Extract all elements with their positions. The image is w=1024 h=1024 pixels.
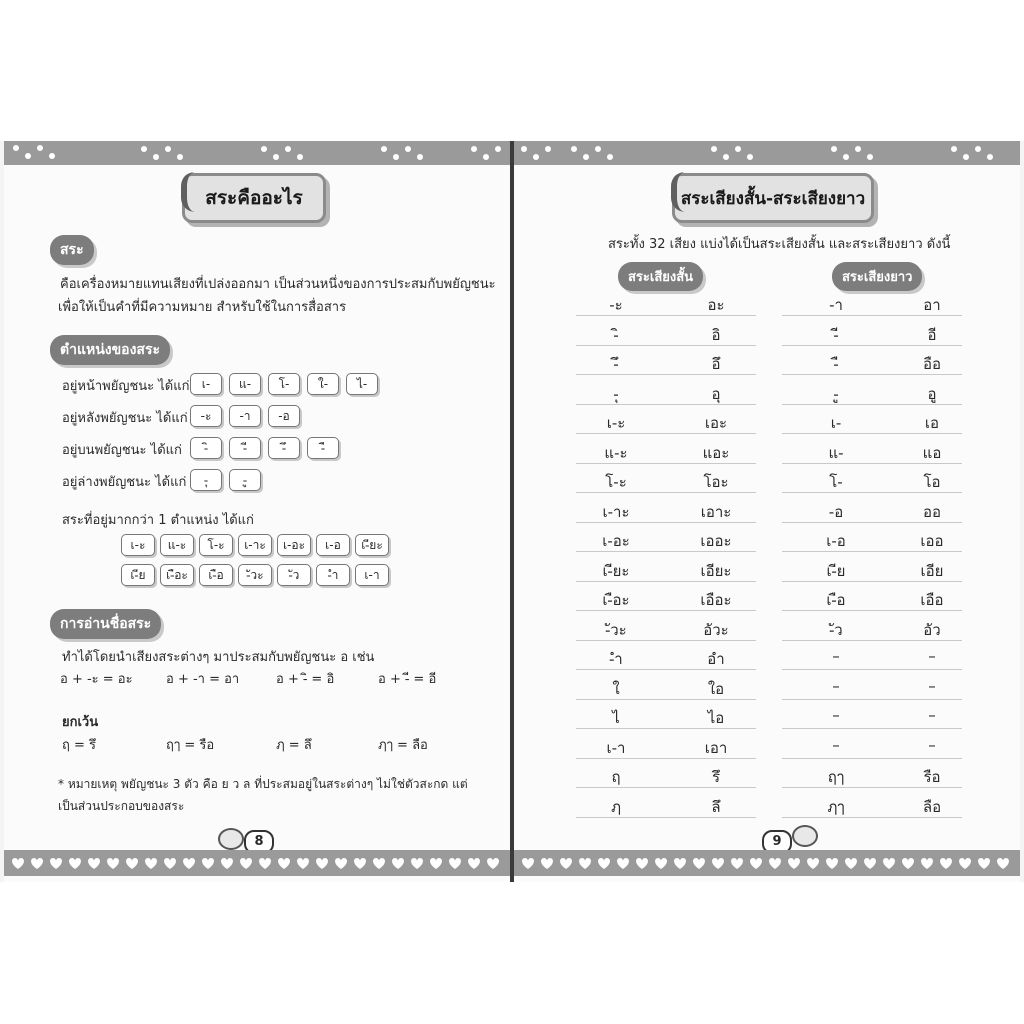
vowel-box: ใ- (307, 373, 339, 395)
heart-icon (693, 858, 705, 869)
long-vowel-name: – (928, 735, 936, 754)
long-vowel-form: เ-อ (826, 532, 846, 550)
vowel-box: แ- (229, 373, 261, 395)
long-vowel-name: – (928, 706, 936, 724)
long-vowel-form: -า (829, 296, 843, 314)
short-vowel-form: -ะ (609, 296, 623, 314)
heart-icon (978, 858, 990, 869)
row-rule (576, 345, 756, 346)
row-rule (576, 463, 756, 464)
row-rule (576, 492, 756, 493)
position-row-label: อยู่หน้าพยัญชนะ ได้แก่ (62, 379, 190, 394)
title-box-arc (181, 172, 207, 212)
row-rule (782, 787, 962, 788)
heart-icon (373, 858, 385, 869)
short-vowel-form: -ัวะ (605, 620, 627, 639)
heart-icon (655, 858, 667, 869)
example-4: อ + -ี = อี (378, 672, 437, 687)
vowel-box: -ิ (190, 437, 222, 459)
short-vowel-name: เอือะ (700, 591, 732, 609)
multi-position-label: สระที่อยู่มากกว่า 1 ตำแหน่ง ได้แก่ (62, 513, 254, 528)
heart-icon (240, 858, 252, 869)
vowel-box: -ู (229, 469, 261, 491)
multi-vowel-box: เ-าะ (238, 534, 272, 556)
long-vowel-form: – (832, 647, 840, 665)
row-rule (782, 699, 962, 700)
long-vowel-name: เอีย (920, 561, 944, 580)
example-1: อ + -ะ = อะ (60, 672, 133, 687)
position-row-label: อยู่ล่างพยัญชนะ ได้แก่ (62, 475, 187, 490)
multi-vowel-box: -ัว (277, 564, 311, 586)
row-rule (782, 315, 962, 316)
row-rule (576, 728, 756, 729)
long-vowel-form: -ู (833, 384, 839, 403)
heart-icon (674, 858, 686, 869)
heart-icon (278, 858, 290, 869)
heart-icon (788, 858, 800, 869)
short-vowel-name: เอา (704, 738, 728, 757)
top-decorative-band (514, 141, 1020, 165)
vowel-box: -อ (268, 405, 300, 427)
heart-icon (598, 858, 610, 869)
row-rule (576, 551, 756, 552)
long-vowel-name: เอ (924, 414, 940, 432)
heart-icon (31, 858, 43, 869)
page-number: 9 (762, 830, 792, 854)
heart-icon (959, 858, 971, 869)
bottom-decorative-band (514, 850, 1020, 876)
page-title: สระคืออะไร (205, 187, 303, 209)
short-vowel-form: -ึ (613, 355, 619, 373)
page-number: 8 (244, 830, 274, 854)
heart-icon (12, 858, 24, 869)
heart-icon (864, 858, 876, 869)
short-vowel-form: เ-า (606, 738, 626, 757)
short-vowel-name: ไอ (707, 709, 725, 727)
heart-icon (430, 858, 442, 869)
multi-vowel-box: เ-อะ (277, 534, 311, 556)
long-vowel-form: -อ (828, 502, 844, 521)
heart-icon (921, 858, 933, 869)
short-vowel-name: อำ (707, 650, 725, 668)
page-title-box (182, 173, 326, 223)
note-line-1: * หมายเหตุ พยัญชนะ 3 ตัว คือ ย ว ล ที่ประสมอยู่ในสระต่างๆ ไม่ใช่ตัวสะกด แต่ (58, 777, 468, 791)
row-rule (576, 315, 756, 316)
long-vowel-form: -ี (833, 325, 839, 344)
vowel-box: -า (229, 405, 261, 427)
bottom-decorative-band (4, 850, 511, 876)
page-title: สระเสียงสั้น-สระเสียงยาว (680, 188, 866, 209)
short-vowel-form: ฦ (611, 797, 621, 816)
row-rule (576, 404, 756, 405)
heart-icon (69, 858, 81, 869)
vowel-box: -ะ (190, 405, 222, 427)
row-rule (782, 345, 962, 346)
row-rule (576, 640, 756, 641)
section-heading-position: ตำแหน่งของสระ (50, 335, 170, 365)
short-vowel-name: อะ (707, 296, 725, 314)
heart-icon (826, 858, 838, 869)
heart-icon (560, 858, 572, 869)
exception-heading: ยกเว้น (62, 715, 99, 730)
position-row-label: อยู่บนพยัญชนะ ได้แก่ (62, 443, 182, 458)
long-vowel-form: ฦๅ (827, 797, 845, 816)
vowel-box: เ- (190, 373, 222, 395)
long-vowel-name: โอ (923, 473, 941, 491)
multi-vowel-box: เ-อ (316, 534, 350, 556)
short-vowel-form: โ-ะ (605, 473, 627, 491)
heart-icon (88, 858, 100, 869)
short-vowel-form: -ำ (609, 650, 623, 668)
long-vowel-name: อู (927, 384, 937, 403)
row-rule (576, 522, 756, 523)
heart-icon (449, 858, 461, 869)
heart-icon (259, 858, 271, 869)
vowel-box: ไ- (346, 373, 378, 395)
long-vowel-name: ลือ (922, 797, 942, 816)
heart-pattern (514, 850, 1020, 876)
short-vowel-form: เ-อะ (602, 532, 630, 550)
row-rule (782, 817, 962, 818)
definition-line-1: คือเครื่องหมายแทนเสียงที่เปล่งออกมา เป็นส่วนหนึ่งของการประสมกับพยัญชนะ (60, 277, 496, 292)
note-line-2: เป็นส่วนประกอบของสระ (58, 799, 185, 813)
section-heading-vowel: สระ (50, 235, 94, 265)
short-vowel-name: เอียะ (700, 561, 732, 580)
exception-3: ฦ = ลึ (276, 738, 312, 753)
short-vowel-name: เอาะ (700, 502, 732, 521)
short-vowel-form: ใ (612, 679, 620, 698)
row-rule (576, 433, 756, 434)
multi-vowel-box: แ-ะ (160, 534, 194, 556)
long-vowel-form: เ- (830, 414, 842, 432)
heart-icon (902, 858, 914, 869)
page-title-box (672, 173, 874, 223)
row-rule (782, 728, 962, 729)
vowel-box: -ึ (268, 437, 300, 459)
row-rule (782, 463, 962, 464)
long-vowel-name: อี (927, 325, 937, 344)
long-vowel-name: – (928, 676, 936, 695)
section-heading-reading: การอ่านชื่อสระ (50, 609, 161, 639)
dot-pattern (4, 141, 511, 165)
multi-vowel-box: เ-า (355, 564, 389, 586)
exception-1: ฤ = รึ (62, 738, 97, 753)
heart-icon (997, 858, 1009, 869)
short-vowel-form: ฤ (611, 768, 621, 786)
row-rule (576, 817, 756, 818)
row-rule (782, 492, 962, 493)
heart-icon (617, 858, 629, 869)
short-vowel-name: อึ (711, 355, 721, 373)
mascot-icon (218, 828, 244, 850)
row-rule (782, 758, 962, 759)
table-intro: สระทั้ง 32 เสียง แบ่งได้เป็นสระเสียงสั้น และสระเสียงยาว ดังนี้ (608, 237, 951, 252)
short-vowel-form: -ุ (613, 384, 619, 403)
heart-icon (183, 858, 195, 869)
row-rule (782, 404, 962, 405)
long-vowel-form: เ-ือ (826, 591, 846, 609)
definition-line-2: เพื่อให้เป็นคำที่มีความหมาย สำหรับใช้ในการสื่อสาร (58, 300, 347, 315)
long-vowel-header: สระเสียงยาว (832, 262, 922, 291)
short-vowel-form: แ-ะ (604, 443, 628, 462)
multi-vowel-box: -ัวะ (238, 564, 272, 586)
heart-icon (316, 858, 328, 869)
long-vowel-form: เ-ีย (826, 561, 846, 580)
heart-icon (807, 858, 819, 869)
row-rule (576, 787, 756, 788)
vowel-box: -ี (229, 437, 261, 459)
short-vowel-form: เ-าะ (602, 502, 630, 521)
multi-vowel-box: -ำ (316, 564, 350, 586)
long-vowel-name: รือ (923, 768, 941, 786)
heart-icon (487, 858, 499, 869)
short-vowel-name: เออะ (700, 532, 732, 550)
multi-vowel-box: เ-ียะ (355, 534, 389, 556)
heart-icon (411, 858, 423, 869)
multi-vowel-box: เ-ือะ (160, 564, 194, 586)
long-vowel-name: แอ (922, 443, 942, 462)
heart-icon (221, 858, 233, 869)
right-page (514, 141, 1020, 882)
short-vowel-name: แอะ (702, 443, 730, 462)
row-rule (576, 581, 756, 582)
short-vowel-name: โอะ (703, 473, 729, 491)
short-vowel-name: อัวะ (703, 620, 729, 639)
long-vowel-name: เออ (920, 532, 944, 550)
long-vowel-form: -ัว (829, 620, 843, 639)
heart-icon (145, 858, 157, 869)
reading-intro: ทำได้โดยนำเสียงสระต่างๆ มาประสมกับพยัญชนะ อ เช่น (62, 650, 375, 665)
short-vowel-name: อิ (711, 325, 721, 344)
long-vowel-form: – (832, 706, 840, 724)
example-3: อ + -ิ = อิ (276, 672, 335, 687)
exception-4: ฦๅ = ลือ (378, 738, 428, 753)
heart-icon (579, 858, 591, 869)
heart-icon (769, 858, 781, 869)
row-rule (782, 374, 962, 375)
mascot-icon (792, 825, 818, 847)
long-vowel-form: โ- (829, 473, 843, 491)
row-rule (576, 699, 756, 700)
heart-icon (297, 858, 309, 869)
long-vowel-name: – (928, 647, 936, 665)
row-rule (782, 581, 962, 582)
multi-vowel-box: เ-ือ (199, 564, 233, 586)
heart-icon (750, 858, 762, 869)
short-vowel-form: -ิ (613, 325, 619, 344)
row-rule (782, 433, 962, 434)
heart-icon (522, 858, 534, 869)
long-vowel-form: แ- (828, 443, 844, 462)
long-vowel-name: อัว (923, 620, 941, 639)
example-2: อ + -า = อา (166, 672, 240, 687)
vowel-box: -ื (307, 437, 339, 459)
short-vowel-form: เ-ียะ (602, 561, 630, 580)
vowel-box: -ุ (190, 469, 222, 491)
long-vowel-form: ฤๅ (827, 768, 845, 786)
row-rule (782, 640, 962, 641)
heart-icon (468, 858, 480, 869)
row-rule (782, 551, 962, 552)
row-rule (576, 610, 756, 611)
heart-icon (354, 858, 366, 869)
short-vowel-name: เอะ (704, 414, 728, 432)
long-vowel-form: -ื (833, 355, 839, 373)
heart-icon (50, 858, 62, 869)
short-vowel-form: ไ (612, 709, 620, 727)
heart-icon (712, 858, 724, 869)
multi-vowel-box: โ-ะ (199, 534, 233, 556)
heart-icon (636, 858, 648, 869)
long-vowel-name: อา (923, 296, 941, 314)
row-rule (576, 669, 756, 670)
heart-icon (731, 858, 743, 869)
row-rule (782, 610, 962, 611)
row-rule (782, 522, 962, 523)
short-vowel-name: ลึ (711, 797, 721, 816)
exception-2: ฤๅ = รือ (166, 738, 215, 753)
heart-icon (202, 858, 214, 869)
multi-vowel-box: เ-ีย (121, 564, 155, 586)
heart-icon (164, 858, 176, 869)
long-vowel-form: – (832, 676, 840, 695)
left-page (4, 141, 511, 882)
heart-icon (107, 858, 119, 869)
dot-pattern (514, 141, 1020, 165)
long-vowel-name: ออ (922, 502, 942, 521)
row-rule (782, 669, 962, 670)
short-vowel-name: รึ (711, 768, 721, 786)
short-vowel-name: อุ (711, 384, 721, 403)
heart-icon (392, 858, 404, 869)
short-vowel-form: เ-ะ (606, 414, 626, 432)
long-vowel-form: – (832, 735, 840, 754)
top-decorative-band (4, 141, 511, 165)
short-vowel-form: เ-ือะ (602, 591, 630, 609)
short-vowel-header: สระเสียงสั้น (618, 262, 703, 291)
heart-icon (541, 858, 553, 869)
heart-icon (883, 858, 895, 869)
vowel-box: โ- (268, 373, 300, 395)
title-box-arc (671, 172, 697, 212)
heart-icon (845, 858, 857, 869)
heart-icon (940, 858, 952, 869)
heart-icon (126, 858, 138, 869)
short-vowel-name: ใอ (707, 679, 725, 698)
long-vowel-name: อือ (922, 355, 942, 373)
row-rule (576, 758, 756, 759)
heart-icon (335, 858, 347, 869)
position-row-label: อยู่หลังพยัญชนะ ได้แก่ (62, 411, 188, 426)
heart-pattern (4, 850, 511, 876)
long-vowel-name: เอือ (920, 591, 944, 609)
row-rule (576, 374, 756, 375)
multi-vowel-box: เ-ะ (121, 534, 155, 556)
